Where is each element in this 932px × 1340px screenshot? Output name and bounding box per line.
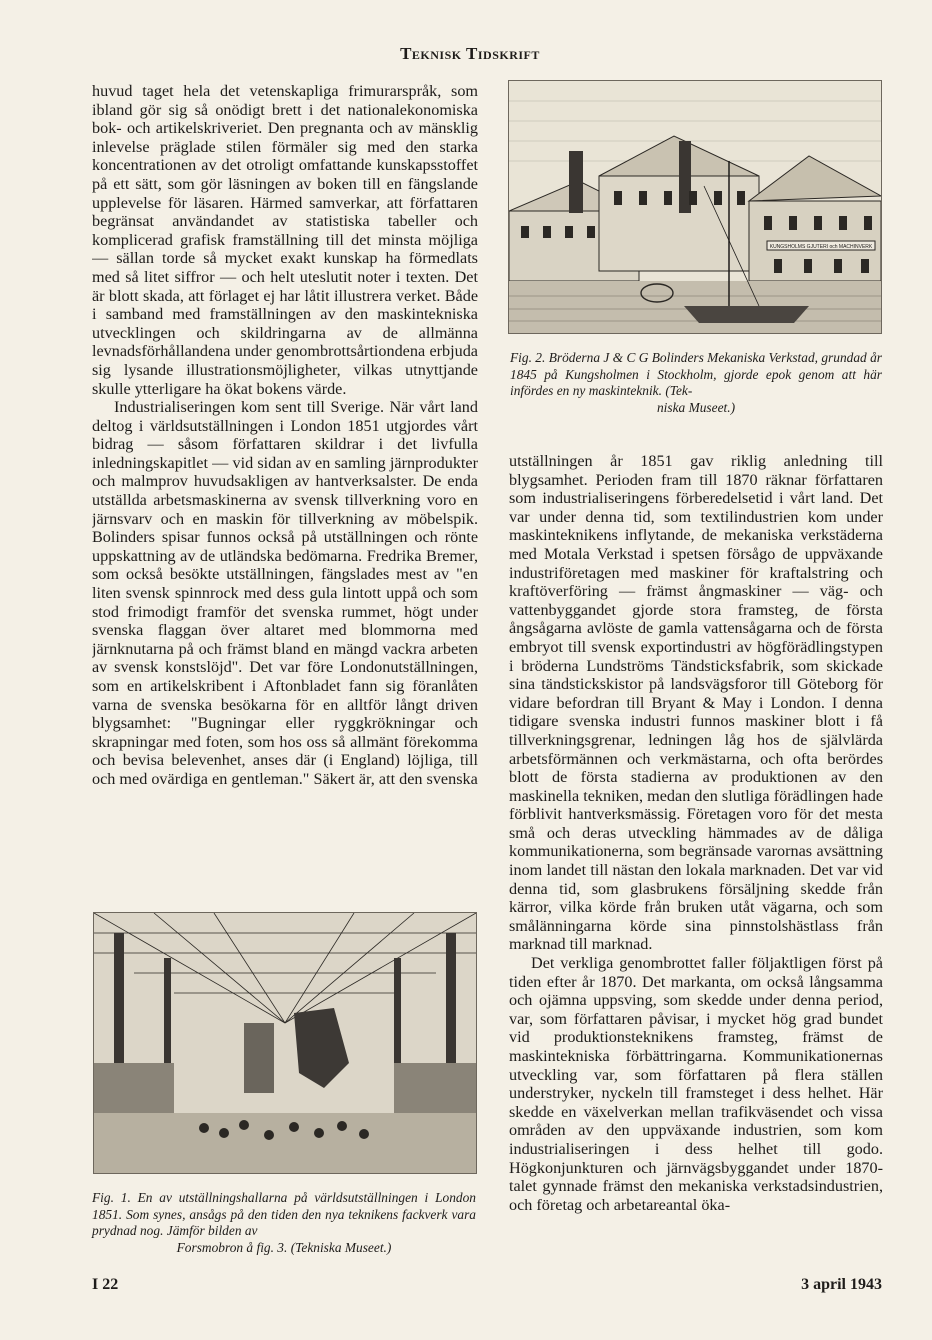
- figure-2-caption-last: niska Museet.): [656, 399, 736, 415]
- issue-date: 3 april 1943: [801, 1276, 882, 1293]
- paragraph: Det verkliga genombrottet faller följaktligen först på tiden efter år 1870. Det markanta, om också långsamma och ojämna uppsving, som skedde under denna period, var, som författaren påvisar, i mycket hög grad bundet vid produktionsteknikens framsteg, främst de maskintekniska förbättringarna. Kommunikationernas utveckling var, som författaren på flera ställen understryker, nyckeln till framsteget i dess helhet. Här skedde en växelverkan mellan trafikväsendet och vissa områden av den uppväxande industrien, som kom industrialiseringen i dess helhet till godo. Högkonjunkturen och järnvägsbyggandet under 1870-talet gynnade främst den mekaniska verkstadsindustrien, och företag och arbetareantal öka-: [509, 954, 883, 1214]
- paragraph: Industrialiseringen kom sent till Sverige. När vårt land deltog i världsutställningen i London 1851 utgjordes vårt bidrag — såsom författaren skildrar i det livfulla inledningskapitlet — vid sidan av en samling järnprodukter och malmprov huvudsakligen av hantverksalster. De enda utställda arbetsmaskinerna av svensk tillverkning voro en järnsvarv och en maskin för tillverkning av möbelspik. Bolinders spisar funnos också på utställningen och rönte uppskattning av de utländska bedömarna. Fredrika Bremer, som också besökte utställningen, fängslades mest av "en liten svensk spinnrock med dess gula lintott uppå och som stod frimodigt framför det svenska rummet, högt under svenska flaggan över altaret med blommorna med järnknutarna på och främst bland en mängd vackra arbeten av svensk konstslöjd". Det var före Londonutställningen, som en artikelskribent i Aftonbladet fann sig föranlåten varna de svenska besökarna för en alltför långt driven blygsamhet: "Bugningar eller ryggkrökningar och skrapningar med foten, som hos oss så allmänt förekomma och bevisa belevenhet, anses där (i England) löjliga, till och med ovärdiga en gentleman." Säkert är, att den svenska: [92, 398, 478, 788]
- figure-2-caption: [510, 350, 882, 416]
- figure-1-caption-main: Fig. 1. En av utställningshallarna på världsutställningen i London 1851. Som synes, ansågs på den tiden den nya teknikens fackverk vara prydnad nog. Jämför bilden av: [92, 1190, 476, 1238]
- figure-1-caption: [92, 1190, 476, 1256]
- figure-1-illustration: [93, 912, 477, 1174]
- column-left: [92, 82, 478, 882]
- figure-2-illustration: [508, 80, 882, 334]
- factory-sign: KUNGSHOLMS GJUTERI och MACHINVERK: [769, 244, 873, 250]
- paragraph: utställningen år 1851 gav riklig anledning till blygsamhet. Perioden fram till 1870 räknar författaren som industrialiseringens förberedelsetid i vårt land. Det var under denna tid, som textilindustrien kom under maskinteknikens inflytande, de mekaniska verkstäderna med Motala Verkstad i spetsen försågo de uppväxande industriföretagen med maskiner för kraftalstring och kraftöverföring — främst ångmaskiner — väg- och vattenbyggandet gjorde stora framsteg, de första ångsågarna avlöste de gamla vattensågarna och de första embryot till svensk exportindustri av högförädlingstypen i bröderna Lundströms Tändsticksfabrik, som skickade sina tändstickskistor på landsvägsforor till Göteborg för vidare befordran till Bryant & May i London. I denna tidigare svenska industri funnos maskiner blott i få tillverkningsgrenar, ledningen låg hos de självlärda arbetsförmännen och verkmästarna, och ofta berördes blott de första stadierna av produktionen av den maskinella tekniken, medan den slutliga förädlingen hade förblivit hantverksmässig. Företagen voro för det mesta små och deras utveckling hämmades av de dåliga kommunikationerna, som begränsade varornas avsättning inom landet till nästan den lokala marknaden. Det var vid denna tid, som glasbrukens försäljning skedde från kärror, vilka körde från bruken utåt vägarna, och som smålänningarna körde sina pinnstolshästlass från marknad till marknad.: [509, 452, 883, 954]
- figure-1-caption-last: Forsmobron å fig. 3. (Tekniska Museet.): [176, 1239, 392, 1255]
- figure-2-caption-main: Fig. 2. Bröderna J & C G Bolinders Mekaniska Verkstad, grundad år 1845 på Kungsholmen i Stockholm, gjorde epok genom att här infördes en ny maskinteknik. (Tek-: [510, 350, 882, 398]
- column-right: [509, 452, 883, 1252]
- paragraph: huvud taget hela det vetenskapliga frimurarspråk, som ibland gör sig så onödigt brett i det nationalekonomiska bok- och artikelskriveriet. Den pregnanta och av mänsklig inlevelse präglade stilen förmäler sig med den starka koncentrationen av det otroligt omfattande kunskapsstoffet på ett sätt, som gör läsningen av boken till en fängslande upplevelse för läsaren. Härmed samverkar, att författaren begränsat användandet av statistiska tabeller och komplicerad grafisk framställning till det minsta möjliga — sällan torde så mycket exakt kunskap ha förmedlats med så litet siffror — och helt uteslutit noter i texten. Det är blott skada, att förlaget ej har låtit illustrera verket. Både i samband med framställningen av den maskintekniska utvecklingen och skildringarna av de allmänna levnadsförhållandena under genombrottsårtiondena erbjuda sig lysande illustrationsmöjligheter, vilkas utnyttjande skulle ytterligare ha ökat bokens värde.: [92, 82, 478, 398]
- masthead: Teknisk Tidskrift: [400, 44, 540, 63]
- page-number: I 22: [92, 1276, 119, 1293]
